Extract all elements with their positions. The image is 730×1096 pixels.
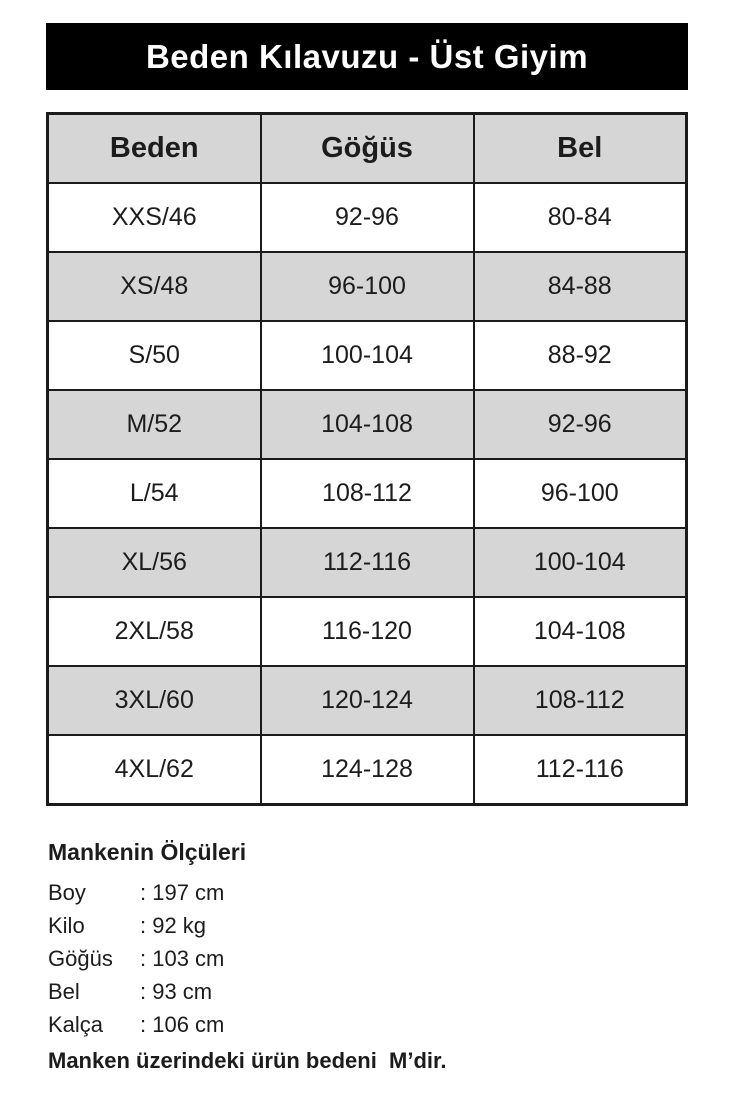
- size-cell: XXS/46: [48, 183, 261, 252]
- measure-label: Boy: [48, 880, 86, 905]
- chest-cell: 96-100: [261, 252, 474, 321]
- chest-cell: 112-116: [261, 528, 474, 597]
- table-row: [48, 597, 687, 666]
- measure-value: : 106 cm: [140, 1012, 225, 1037]
- waist-cell: 100-104: [474, 528, 687, 597]
- table-row: [48, 666, 687, 735]
- measure-value: : 93 cm: [140, 979, 213, 1004]
- model-measurements-heading: Mankenin Ölçüleri: [48, 839, 247, 865]
- measure-value: : 103 cm: [140, 946, 225, 971]
- column-header-beden: Beden: [48, 114, 261, 184]
- size-cell: 4XL/62: [48, 735, 261, 805]
- table-row: [48, 735, 687, 805]
- size-table-body: [48, 183, 687, 805]
- size-cell: 2XL/58: [48, 597, 261, 666]
- chest-cell: 120-124: [261, 666, 474, 735]
- chest-cell: 108-112: [261, 459, 474, 528]
- size-table: [46, 112, 688, 806]
- measure-row-gogus: [48, 942, 688, 975]
- size-guide-content: [46, 23, 688, 1077]
- model-size-note: Manken üzerindeki ürün bedeni M’dir.: [48, 1048, 447, 1073]
- chest-cell: 100-104: [261, 321, 474, 390]
- measure-label: Kilo: [48, 913, 85, 938]
- measure-label: Kalça: [48, 1012, 104, 1037]
- table-row: [48, 183, 687, 252]
- measure-row-kilo: [48, 909, 688, 942]
- size-cell: 3XL/60: [48, 666, 261, 735]
- size-table-header: [48, 114, 687, 184]
- measure-row-bel: [48, 975, 688, 1008]
- table-row: [48, 459, 687, 528]
- chest-cell: 124-128: [261, 735, 474, 805]
- waist-cell: 92-96: [474, 390, 687, 459]
- measure-value: : 197 cm: [140, 880, 225, 905]
- model-measurements-block: [46, 839, 688, 1077]
- table-row: [48, 321, 687, 390]
- waist-cell: 80-84: [474, 183, 687, 252]
- waist-cell: 88-92: [474, 321, 687, 390]
- table-row: [48, 390, 687, 459]
- size-cell: L/54: [48, 459, 261, 528]
- page-title: Beden Kılavuzu - Üst Giyim: [145, 37, 589, 75]
- chest-cell: 104-108: [261, 390, 474, 459]
- waist-cell: 108-112: [474, 666, 687, 735]
- measure-label: Bel: [48, 979, 80, 1004]
- size-cell: M/52: [48, 390, 261, 459]
- column-header-bel: Bel: [474, 114, 687, 184]
- measure-value: : 92 kg: [140, 913, 207, 938]
- size-cell: S/50: [48, 321, 261, 390]
- size-cell: XS/48: [48, 252, 261, 321]
- chest-cell: 92-96: [261, 183, 474, 252]
- table-row: [48, 528, 687, 597]
- measure-label: Göğüs: [48, 946, 113, 971]
- measure-row-boy: [48, 876, 688, 909]
- title-bar: [46, 23, 688, 90]
- waist-cell: 96-100: [474, 459, 687, 528]
- table-row: [48, 252, 687, 321]
- waist-cell: 84-88: [474, 252, 687, 321]
- chest-cell: 116-120: [261, 597, 474, 666]
- waist-cell: 112-116: [474, 735, 687, 805]
- measure-row-kalca: [48, 1008, 688, 1041]
- waist-cell: 104-108: [474, 597, 687, 666]
- column-header-gogus: Göğüs: [261, 114, 474, 184]
- header-row: [48, 114, 687, 184]
- size-cell: XL/56: [48, 528, 261, 597]
